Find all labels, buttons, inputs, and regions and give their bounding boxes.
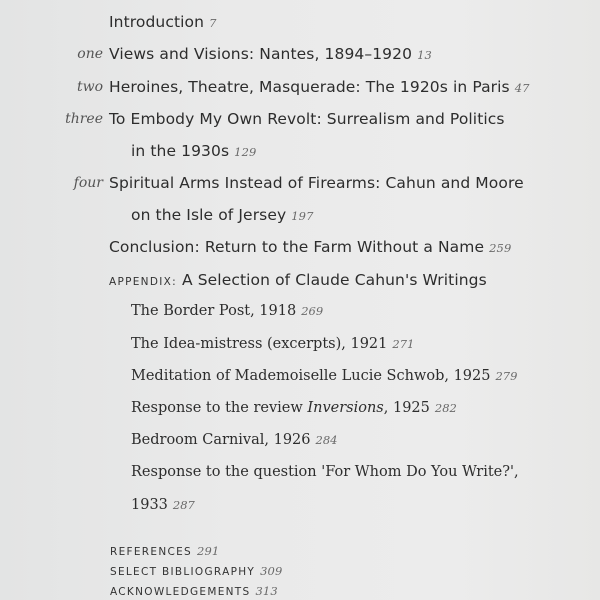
appendix-item-title: Response to the review (131, 400, 303, 416)
toc-entry-page: 7 (209, 16, 217, 30)
toc-entry-chapter-four-continued (131, 206, 314, 224)
appendix-item (131, 464, 519, 480)
appendix-item (131, 432, 337, 448)
toc-entry-bibliography (110, 561, 282, 579)
toc-entry-chapter-four (109, 174, 524, 192)
toc-entry-title: Introduction (109, 13, 205, 31)
appendix-label: APPENDIX: (109, 276, 177, 288)
appendix-item-title-italic: Inversions (307, 400, 384, 416)
toc-entry-title: To Embody My Own Revolt: Surrealism and Politics (109, 110, 505, 128)
appendix-item-page: 284 (315, 433, 338, 447)
back-matter-page: 309 (260, 564, 283, 578)
appendix-item-continued (131, 497, 195, 513)
toc-entry-title: Heroines, Theatre, Masquerade: The 1920s in Paris (109, 78, 510, 96)
toc-entry-chapter-one (109, 45, 432, 63)
toc-entry-title: Spiritual Arms Instead of Firearms: Cahun and Moore (109, 174, 524, 192)
appendix-item (131, 303, 323, 319)
toc-entry-introduction (109, 13, 217, 31)
toc-entry-appendix (109, 271, 487, 289)
toc-entry-title: Views and Visions: Nantes, 1894–1920 (109, 45, 413, 63)
toc-entry-chapter-three-continued (131, 142, 256, 160)
appendix-item-page: 282 (434, 401, 457, 415)
appendix-item-title-suffix: , 1925 (383, 400, 430, 416)
toc-entry-title: Conclusion: Return to the Farm Without a Name (109, 238, 485, 256)
chapter-number: one (77, 46, 103, 62)
back-matter-title: REFERENCES (110, 546, 193, 558)
toc-entry-title: A Selection of Claude Cahun's Writings (181, 271, 487, 289)
appendix-item-title: 1933 (131, 497, 168, 513)
appendix-item (131, 336, 414, 352)
toc-entry-page: 129 (234, 145, 257, 159)
appendix-item-title: The Border Post, 1918 (131, 303, 297, 319)
appendix-item-title: Response to the question 'For Whom Do You Write?', (131, 464, 519, 480)
back-matter-page: 291 (197, 544, 220, 558)
appendix-item-title: Bedroom Carnival, 1926 (131, 432, 311, 448)
back-matter-title: ACKNOWLEDGEMENTS (110, 586, 251, 598)
toc-entry-page: 197 (291, 209, 314, 223)
appendix-item-page: 269 (301, 304, 324, 318)
appendix-item (131, 368, 517, 384)
back-matter-page: 313 (255, 584, 278, 598)
toc-entry-references (110, 541, 219, 559)
back-matter-title: SELECT BIBLIOGRAPHY (110, 566, 256, 578)
appendix-item-page: 287 (172, 498, 195, 512)
appendix-item-title: Meditation of Mademoiselle Lucie Schwob, 1925 (131, 368, 491, 384)
appendix-item-page: 271 (392, 337, 415, 351)
toc-entry-page: 47 (514, 81, 530, 95)
toc-entry-page: 259 (489, 241, 512, 255)
appendix-item-title: The Idea-mistress (excerpts), 1921 (131, 336, 388, 352)
toc-entry-acknowledgements (110, 581, 278, 599)
appendix-item (131, 400, 457, 416)
toc-entry-conclusion (109, 238, 511, 256)
chapter-number: three (65, 111, 103, 127)
toc-entry-title: on the Isle of Jersey (131, 206, 287, 224)
appendix-item-page: 279 (495, 369, 518, 383)
toc-entry-chapter-two (109, 78, 530, 96)
toc-entry-page: 13 (417, 48, 432, 62)
chapter-number: two (76, 79, 103, 95)
toc-entry-title: in the 1930s (131, 142, 230, 160)
chapter-number: four (73, 175, 103, 191)
toc-entry-chapter-three (109, 110, 505, 128)
